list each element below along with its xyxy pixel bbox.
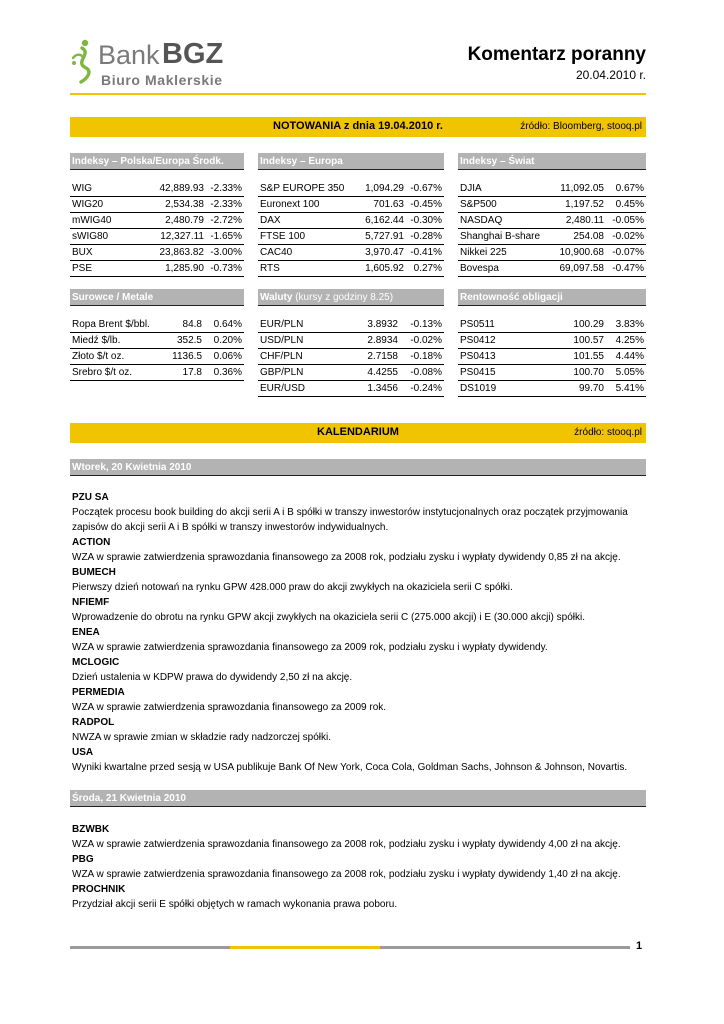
- index-value: 701.63: [350, 197, 406, 213]
- bond-name: PS0413: [458, 349, 558, 365]
- table-row: [258, 333, 444, 349]
- table-row: [458, 197, 646, 213]
- table-row: [458, 365, 646, 381]
- table-row: [458, 261, 646, 277]
- index-value: 10,900.68: [544, 245, 606, 261]
- currency-change: -0.13%: [400, 317, 444, 333]
- index-name: FTSE 100: [258, 229, 350, 245]
- currency-change: -0.02%: [400, 333, 444, 349]
- index-value: 11,092.05: [544, 181, 606, 197]
- index-change: -2.33%: [206, 197, 244, 213]
- index-name: mWIG40: [70, 213, 144, 229]
- event-text: Wprowadzenie do obrotu na rynku GPW akcji zwykłych na okaziciela serii C (275.000 akcji) i E (30.000 akcji) spółki.: [72, 612, 585, 623]
- indices-world-header: Indeksy – Świat: [458, 153, 646, 170]
- quotes-bar: [70, 117, 646, 137]
- commodities-table: [70, 317, 244, 381]
- event-text: WZA w sprawie zatwierdzenia sprawozdania finansowego za 2008 rok, podziału zysku i wypłaty dywidendy 4,00 zł na akcję.: [72, 839, 621, 850]
- bond-price: 99.70: [558, 381, 606, 397]
- index-value: 2,480.11: [544, 213, 606, 229]
- table-row: [458, 333, 646, 349]
- bond-price: 100.70: [558, 365, 606, 381]
- event-text: NWZA w sprawie zmian w składzie rady nadzorczej spółki.: [72, 732, 331, 743]
- page-title: Komentarz poranny: [467, 44, 646, 65]
- index-name: Nikkei 225: [458, 245, 544, 261]
- index-change: -0.07%: [606, 245, 646, 261]
- commodity-value: 84.8: [160, 317, 204, 333]
- event-text: Dzień ustalenia w KDPW prawa do dywidendy 2,50 zł na akcję.: [72, 672, 353, 683]
- currencies-header-note: (kursy z godziny 8.25): [295, 292, 394, 303]
- index-change: -0.28%: [406, 229, 444, 245]
- table-row: [458, 317, 646, 333]
- table-row: [258, 381, 444, 397]
- bond-yield: 4.25%: [606, 333, 646, 349]
- event-company: PZU SA: [72, 492, 109, 503]
- day-header: Środa, 21 Kwietnia 2010: [70, 790, 646, 807]
- currency-pair: EUR/USD: [258, 381, 354, 397]
- table-row: [258, 317, 444, 333]
- footer-rule-grey: [70, 946, 230, 949]
- bonds-header: Rentowność obligacji: [458, 289, 646, 306]
- index-name: WIG20: [70, 197, 144, 213]
- table-row: [258, 197, 444, 213]
- bond-yield: 4.44%: [606, 349, 646, 365]
- index-name: WIG: [70, 181, 144, 197]
- bank-logo-mark: [70, 38, 98, 84]
- currency-rate: 2.8934: [354, 333, 400, 349]
- event-text: Przydział akcji serii E spółki objętych w ramach wykonania prawa poboru.: [72, 899, 398, 910]
- currency-pair: USD/PLN: [258, 333, 354, 349]
- table-row: [70, 261, 244, 277]
- index-change: -0.30%: [406, 213, 444, 229]
- event-company: RADPOL: [72, 717, 115, 728]
- event-company: BZWBK: [72, 824, 110, 835]
- index-value: 69,097.58: [544, 261, 606, 277]
- currency-rate: 1.3456: [354, 381, 400, 397]
- index-change: -3.00%: [206, 245, 244, 261]
- event-text: WZA w sprawie zatwierdzenia sprawozdania finansowego za 2009 rok, podziału zysku i wypłaty dywidendy.: [72, 642, 548, 653]
- index-name: S&P EUROPE 350: [258, 181, 350, 197]
- index-change: -1.65%: [206, 229, 244, 245]
- index-name: DJIA: [458, 181, 544, 197]
- index-change: -2.72%: [206, 213, 244, 229]
- index-name: sWIG80: [70, 229, 144, 245]
- bond-yield: 5.05%: [606, 365, 646, 381]
- table-row: [258, 229, 444, 245]
- index-change: 0.27%: [406, 261, 444, 277]
- bond-name: PS0412: [458, 333, 558, 349]
- bond-name: PS0415: [458, 365, 558, 381]
- event-text: Początek procesu book building do akcji serii A i B spółki w transzy inwestorów instytucjonalnych oraz początek przyjmowania zapisów do akcji serii A i B spółki w transzy inwestorów indywidualnych.: [72, 507, 628, 533]
- day1-events: [72, 490, 646, 775]
- commodity-change: 0.06%: [204, 349, 244, 365]
- event-text: WZA w sprawie zatwierdzenia sprawozdania finansowego za 2009 rok.: [72, 702, 387, 713]
- currency-rate: 2.7158: [354, 349, 400, 365]
- event-company: ACTION: [72, 537, 111, 548]
- indices-pl-header: Indeksy – Polska/Europa Środk.: [70, 153, 244, 170]
- commodity-change: 0.36%: [204, 365, 244, 381]
- index-value: 6,162.44: [350, 213, 406, 229]
- index-change: -0.02%: [606, 229, 646, 245]
- event-text: Wyniki kwartalne przed sesją w USA publikuje Bank Of New York, Coca Cola, Goldman Sachs, Johnson & Johnson, Novartis.: [72, 762, 628, 773]
- currency-change: -0.24%: [400, 381, 444, 397]
- logo-bgz-text: BGZ: [162, 38, 224, 70]
- index-name: S&P500: [458, 197, 544, 213]
- event-text: WZA w sprawie zatwierdzenia sprawozdania finansowego za 2008 rok, podziału zysku i wypłaty dywidendy 1,40 zł na akcję.: [72, 869, 621, 880]
- bond-yield: 5.41%: [606, 381, 646, 397]
- bond-price: 100.57: [558, 333, 606, 349]
- index-change: -0.05%: [606, 213, 646, 229]
- currency-pair: EUR/PLN: [258, 317, 354, 333]
- currencies-header: [258, 289, 444, 306]
- commodity-value: 17.8: [160, 365, 204, 381]
- index-value: 3,970.47: [350, 245, 406, 261]
- bond-name: DS1019: [458, 381, 558, 397]
- event-company: PROCHNIK: [72, 884, 126, 895]
- currencies-header-label: Waluty: [260, 292, 293, 303]
- logo-bank-text: Bank: [98, 40, 160, 70]
- index-name: Euronext 100: [258, 197, 350, 213]
- bonds-table: [458, 317, 646, 397]
- event-company: MCLOGIC: [72, 657, 120, 668]
- index-value: 42,889.93: [144, 181, 206, 197]
- index-value: 1,285.90: [144, 261, 206, 277]
- table-row: [258, 365, 444, 381]
- index-value: 12,327.11: [144, 229, 206, 245]
- footer-rule-gold: [230, 946, 380, 949]
- index-name: DAX: [258, 213, 350, 229]
- table-row: [70, 229, 244, 245]
- calendar-bar-title: KALENDARIUM: [317, 426, 399, 438]
- table-row: [70, 181, 244, 197]
- footer-rule-grey-right: [380, 946, 630, 949]
- commodity-name: Ropa Brent $/bbl.: [70, 317, 160, 333]
- index-change: -2.33%: [206, 181, 244, 197]
- index-value: 5,727.91: [350, 229, 406, 245]
- commodity-value: 1136.5: [160, 349, 204, 365]
- index-change: -0.45%: [406, 197, 444, 213]
- bond-price: 101.55: [558, 349, 606, 365]
- index-value: 2,534.38: [144, 197, 206, 213]
- index-name: RTS: [258, 261, 350, 277]
- day2-events: [72, 822, 646, 912]
- index-change: 0.45%: [606, 197, 646, 213]
- index-name: CAC40: [258, 245, 350, 261]
- table-row: [258, 245, 444, 261]
- commodity-name: Złoto $/t oz.: [70, 349, 160, 365]
- header-divider: [70, 93, 646, 95]
- quotes-bar-source: źródło: Bloomberg, stooq.pl: [520, 121, 642, 132]
- currency-change: -0.18%: [400, 349, 444, 365]
- commodities-header: Surowce / Metale: [70, 289, 244, 306]
- calendar-bar-source: źródło: stooq.pl: [574, 427, 642, 438]
- index-name: Bovespa: [458, 261, 544, 277]
- currency-rate: 4.4255: [354, 365, 400, 381]
- page-number: 1: [636, 940, 643, 952]
- logo-subtitle: Biuro Maklerskie: [101, 72, 223, 88]
- index-change: -0.47%: [606, 261, 646, 277]
- table-row: [458, 213, 646, 229]
- bond-price: 100.29: [558, 317, 606, 333]
- table-row: [458, 181, 646, 197]
- index-value: 1,094.29: [350, 181, 406, 197]
- index-value: 2,480.79: [144, 213, 206, 229]
- table-row: [258, 349, 444, 365]
- event-text: Pierwszy dzień notowań na rynku GPW 428.000 praw do akcji zwykłych na okaziciela serii C spółki.: [72, 582, 513, 593]
- table-row: [458, 245, 646, 261]
- index-name: Shanghai B-share: [458, 229, 544, 245]
- table-row: [258, 213, 444, 229]
- table-row: [458, 349, 646, 365]
- index-value: 1,197.52: [544, 197, 606, 213]
- table-row: [458, 229, 646, 245]
- index-name: NASDAQ: [458, 213, 544, 229]
- indices-world-table: [458, 181, 646, 277]
- currency-rate: 3.8932: [354, 317, 400, 333]
- index-change: 0.67%: [606, 181, 646, 197]
- table-row: [70, 365, 244, 381]
- index-change: -0.67%: [406, 181, 444, 197]
- table-row: [70, 349, 244, 365]
- index-name: PSE: [70, 261, 144, 277]
- day-header: Wtorek, 20 Kwietnia 2010: [70, 459, 646, 476]
- bond-name: PS0511: [458, 317, 558, 333]
- currency-change: -0.08%: [400, 365, 444, 381]
- currency-pair: GBP/PLN: [258, 365, 354, 381]
- index-change: -0.73%: [206, 261, 244, 277]
- index-name: BUX: [70, 245, 144, 261]
- index-value: 254.08: [544, 229, 606, 245]
- commodity-change: 0.20%: [204, 333, 244, 349]
- table-row: [70, 245, 244, 261]
- table-row: [70, 333, 244, 349]
- commodity-name: Miedź $/lb.: [70, 333, 160, 349]
- report-date: 20.04.2010 r.: [575, 68, 646, 82]
- event-company: ENEA: [72, 627, 100, 638]
- indices-eu-header: Indeksy – Europa: [258, 153, 444, 170]
- calendar-bar: [70, 423, 646, 443]
- indices-pl-table: [70, 181, 244, 277]
- table-row: [70, 213, 244, 229]
- event-text: WZA w sprawie zatwierdzenia sprawozdania finansowego za 2008 rok, podziału zysku i wypłaty dywidendy 0,85 zł na akcję.: [72, 552, 621, 563]
- index-value: 1,605.92: [350, 261, 406, 277]
- commodity-change: 0.64%: [204, 317, 244, 333]
- indices-eu-table: [258, 181, 444, 277]
- event-company: PBG: [72, 854, 94, 865]
- quotes-bar-title: NOTOWANIA z dnia 19.04.2010 r.: [273, 120, 443, 132]
- table-row: [70, 317, 244, 333]
- event-company: NFIEMF: [72, 597, 110, 608]
- commodity-value: 352.5: [160, 333, 204, 349]
- table-row: [70, 197, 244, 213]
- table-row: [258, 261, 444, 277]
- table-row: [458, 381, 646, 397]
- index-value: 23,863.82: [144, 245, 206, 261]
- index-change: -0.41%: [406, 245, 444, 261]
- event-company: BUMECH: [72, 567, 116, 578]
- commodity-name: Srebro $/t oz.: [70, 365, 160, 381]
- table-row: [258, 181, 444, 197]
- event-company: USA: [72, 747, 94, 758]
- bond-yield: 3.83%: [606, 317, 646, 333]
- currency-pair: CHF/PLN: [258, 349, 354, 365]
- event-company: PERMEDIA: [72, 687, 125, 698]
- currencies-table: [258, 317, 444, 397]
